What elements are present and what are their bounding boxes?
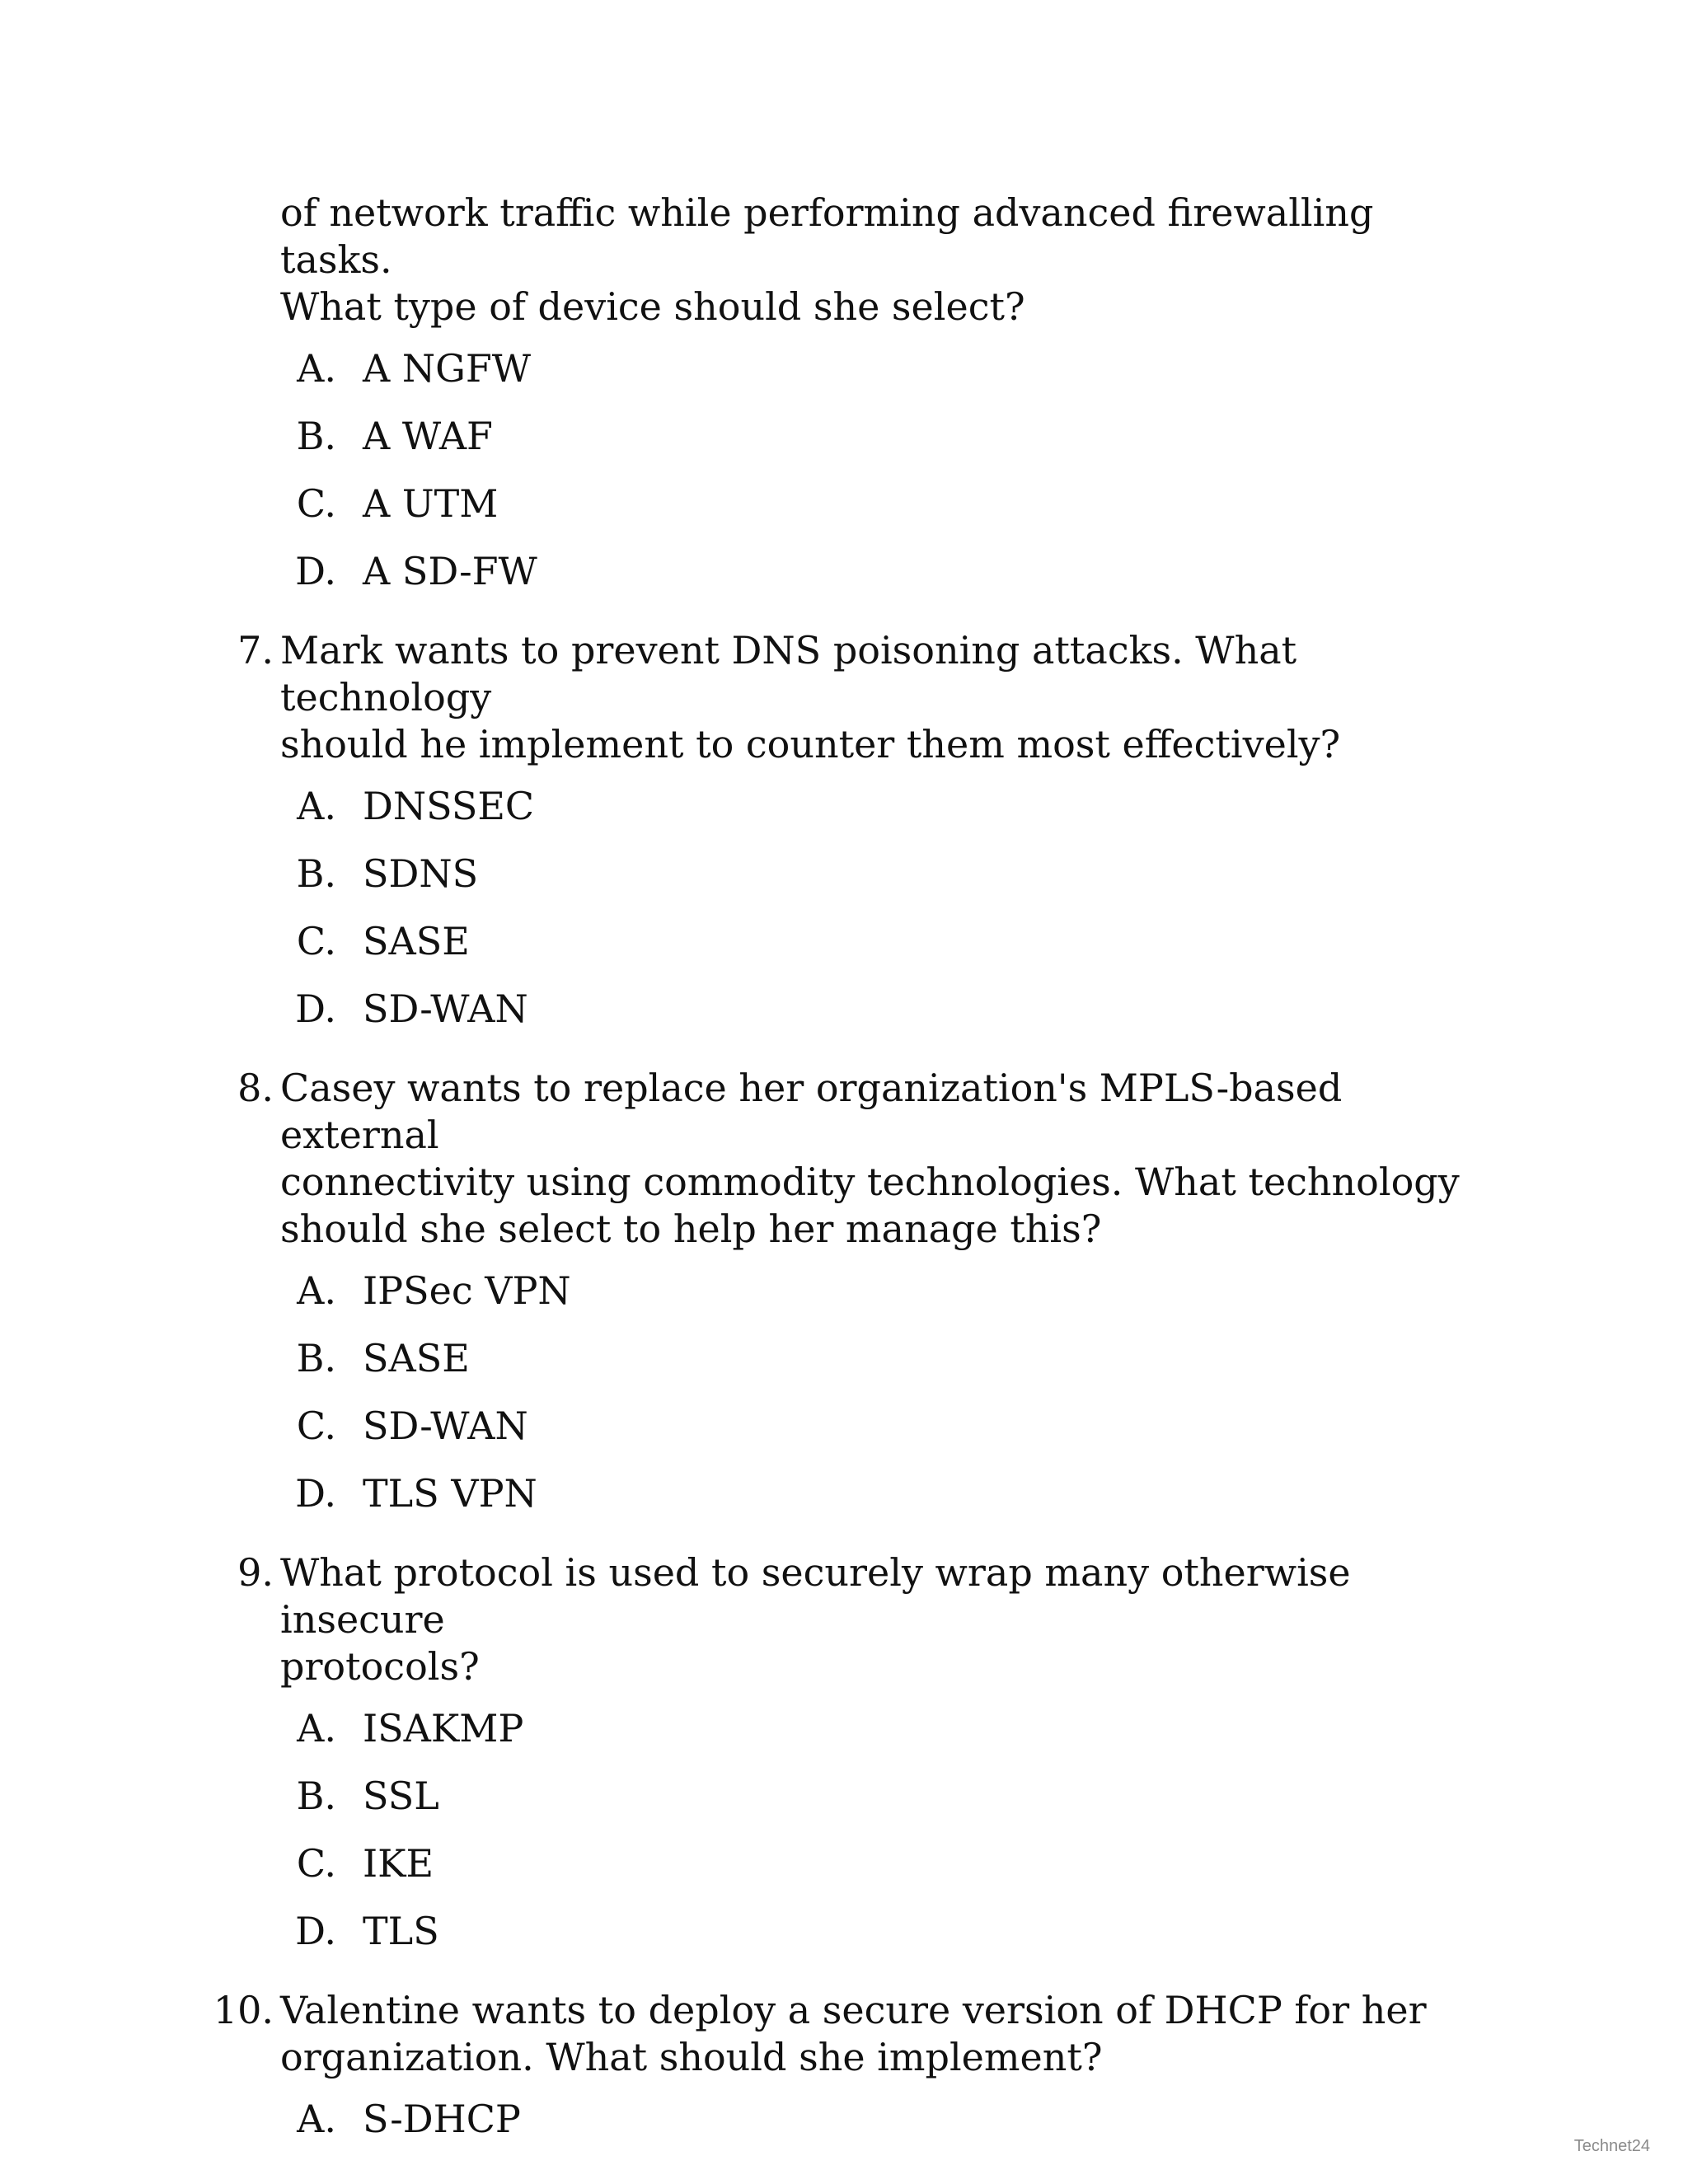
option-text: A WAF xyxy=(363,414,493,458)
option-letter: C. xyxy=(296,1404,336,1448)
question-text-line: of network traffic while performing advanced firewalling tasks. xyxy=(280,190,1374,282)
option-text: ISAKMP xyxy=(363,1706,524,1750)
answer-option xyxy=(280,1335,1467,1403)
option-text: A SD-FW xyxy=(363,549,537,593)
option-letter: C. xyxy=(296,1841,336,1886)
option-letter: B. xyxy=(296,1774,336,1818)
answer-option xyxy=(280,345,1467,413)
option-text: SDNS xyxy=(363,851,479,896)
question-text-line: organization. What should she implement? xyxy=(280,2035,1103,2079)
option-letter: A. xyxy=(297,2097,336,2141)
answer-option xyxy=(280,1268,1467,1335)
answer-option xyxy=(280,1773,1467,1840)
option-letter: B. xyxy=(296,414,336,458)
answer-option xyxy=(280,1470,1467,1538)
option-letter: A. xyxy=(297,346,336,391)
question-text-line: connectivity using commodity technologies. What technology xyxy=(280,1160,1460,1204)
answer-options xyxy=(280,345,1467,616)
answer-option xyxy=(280,851,1467,918)
option-letter: A. xyxy=(297,784,336,828)
option-text: SASE xyxy=(363,919,470,963)
question-10 xyxy=(213,1987,1467,2163)
question-text-line: Valentine wants to deploy a secure version of DHCP for her xyxy=(280,1988,1427,2032)
answer-option xyxy=(280,1403,1467,1470)
answer-option xyxy=(280,1705,1467,1773)
answer-option xyxy=(280,548,1467,616)
question-text-line: should he implement to counter them most effectively? xyxy=(280,722,1341,766)
option-text: A NGFW xyxy=(363,346,532,391)
answer-option xyxy=(280,783,1467,851)
option-letter: D. xyxy=(295,987,336,1031)
option-letter: D. xyxy=(295,549,336,593)
question-continued xyxy=(280,190,1467,616)
option-text: A UTM xyxy=(363,481,499,526)
option-text: DNSSEC xyxy=(363,784,535,828)
question-text-line: What protocol is used to securely wrap many otherwise insecure xyxy=(280,1550,1351,1642)
option-text: IPSec VPN xyxy=(363,1268,571,1313)
option-letter: D. xyxy=(295,1909,336,1953)
option-letter: B. xyxy=(296,1336,336,1380)
question-number: 8. xyxy=(237,1066,274,1110)
answer-option xyxy=(280,413,1467,480)
option-letter: C. xyxy=(296,481,336,526)
option-text: IKE xyxy=(363,1841,434,1886)
question-text-line: What type of device should she select? xyxy=(280,284,1025,329)
watermark: Technet24 xyxy=(1573,2137,1650,2155)
question-text-line: should she select to help her manage this? xyxy=(280,1207,1102,1251)
option-letter: A. xyxy=(297,1706,336,1750)
option-text: TLS VPN xyxy=(363,1471,537,1516)
answer-option xyxy=(280,1840,1467,1908)
question-number: 7. xyxy=(237,628,274,673)
question-7 xyxy=(237,627,1467,1053)
option-letter: C. xyxy=(296,919,336,963)
answer-options xyxy=(280,2096,1467,2163)
answer-option xyxy=(280,986,1467,1053)
answer-option xyxy=(280,1908,1467,1975)
answer-options xyxy=(280,1268,1467,1538)
question-text-line: protocols? xyxy=(280,1644,480,1689)
question-number: 10. xyxy=(213,1988,274,2032)
answer-options xyxy=(280,1705,1467,1975)
option-text: SD-WAN xyxy=(363,1404,528,1448)
option-letter: B. xyxy=(296,851,336,896)
question-list xyxy=(213,190,1467,2163)
answer-option xyxy=(280,918,1467,986)
option-letter: A. xyxy=(297,1268,336,1313)
answer-option xyxy=(280,480,1467,548)
question-8 xyxy=(237,1065,1467,1538)
option-letter: D. xyxy=(295,1471,336,1516)
answer-options xyxy=(280,783,1467,1053)
question-text-line: Mark wants to prevent DNS poisoning attacks. What technology xyxy=(280,628,1297,719)
question-number: 9. xyxy=(237,1550,274,1595)
option-text: SSL xyxy=(363,1774,439,1818)
option-text: SD-WAN xyxy=(363,987,528,1031)
option-text: S-DHCP xyxy=(363,2097,521,2141)
question-9 xyxy=(237,1549,1467,1975)
answer-option xyxy=(280,2096,1467,2163)
question-text-line: Casey wants to replace her organization's MPLS-based external xyxy=(280,1066,1343,1157)
option-text: TLS xyxy=(363,1909,439,1953)
option-text: SASE xyxy=(363,1336,470,1380)
